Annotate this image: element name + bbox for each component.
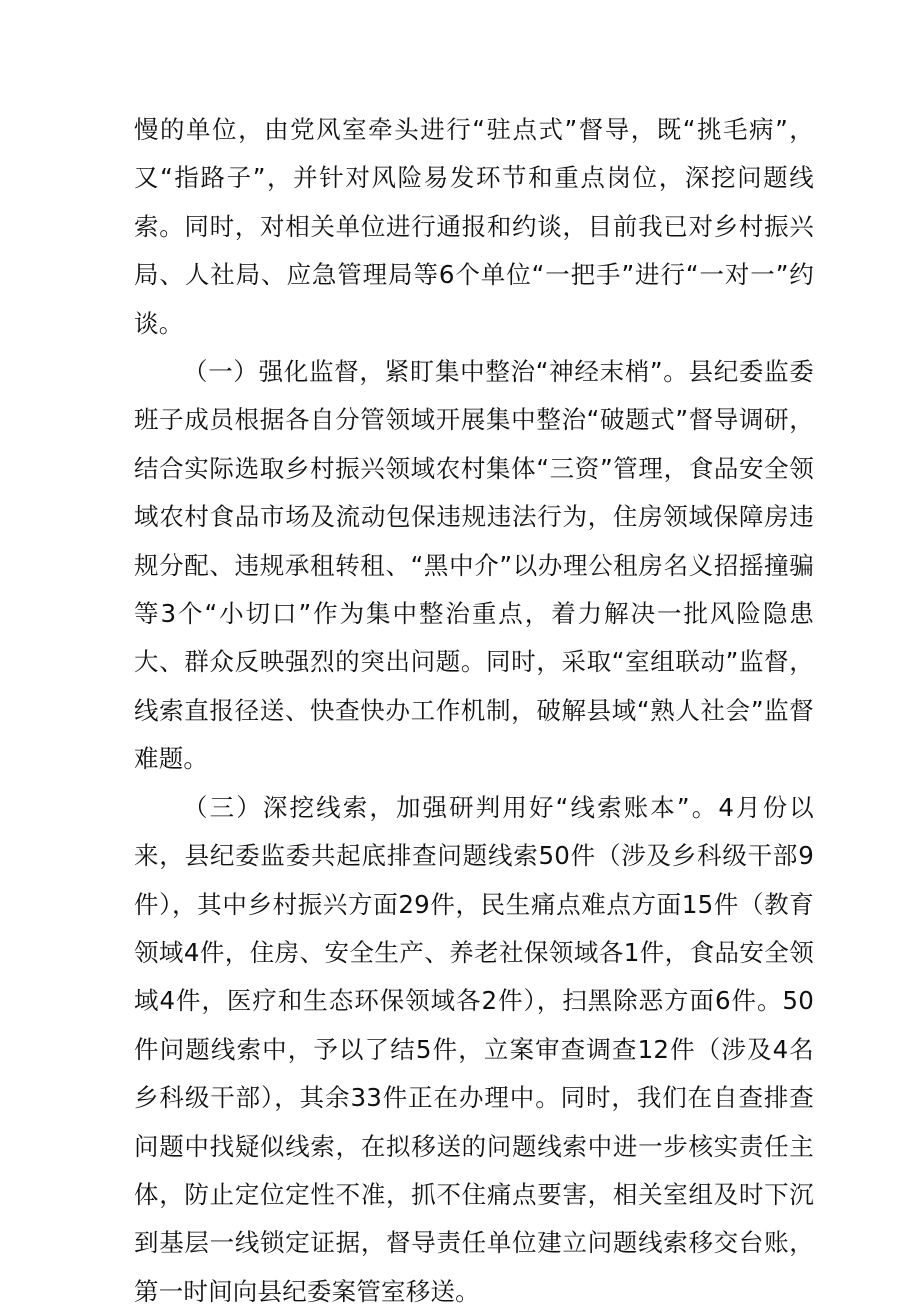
paragraph-1: 慢的单位，由党风室牵头进行“驻点式”督导，既“挑毛病”，又“指路子”，并针对风险易发环节和重点岗位，深挖问题线索。同时，对相关单位进行通报和约谈，目前我已对乡村振兴局、人社局、应急管理局等6个单位“一把手”进行“一对一”约谈。 xyxy=(134,115,814,338)
paragraph-2: （一）强化监督，紧盯集中整治“神经末梢”。县纪委监委班子成员根据各自分管领域开展集中整治“破题式”督导调研，结合实际选取乡村振兴领域农村集体“三资”管理，食品安全领域农村食品市场及流动包保违规违法行为，住房领域保障房违规分配、违规承租转租、“黑中介”以办理公租房名义招摇撞骗等3个“小切口”作为集中整治重点，着力解决一批风险隐患大、群众反映强烈的突出问题。同时，采取“室组联动”监督，线索直报径送、快查快办工作机制，破解县域“熟人社会”监督难题。 xyxy=(134,357,814,774)
paragraph-3: （三）深挖线索，加强研判用好“线索账本”。4月份以来，县纪委监委共起底排查问题线索50件（涉及乡科级干部9件），其中乡村振兴方面29件，民生痛点难点方面15件（教育领域4件，住房、安全生产、养老社保领域各1件，食品安全领域4件，医疗和生态环保领域各2件），扫黑除恶方面6件。50件问题线索中，予以了结5件，立案审查调查12件（涉及4名乡科级干部），其余33件正在办理中。同时，我们在自查排查问题中找疑似线索，在拟移送的问题线索中进一步核实责任主体，防止定位定性不准，抓不住痛点要害，相关室组及时下沉到基层一线锁定证据，督导责任单位建立问题线索移交台账，第一时间向县纪委案管室移送。 xyxy=(134,792,814,1306)
document-body xyxy=(134,106,814,1316)
